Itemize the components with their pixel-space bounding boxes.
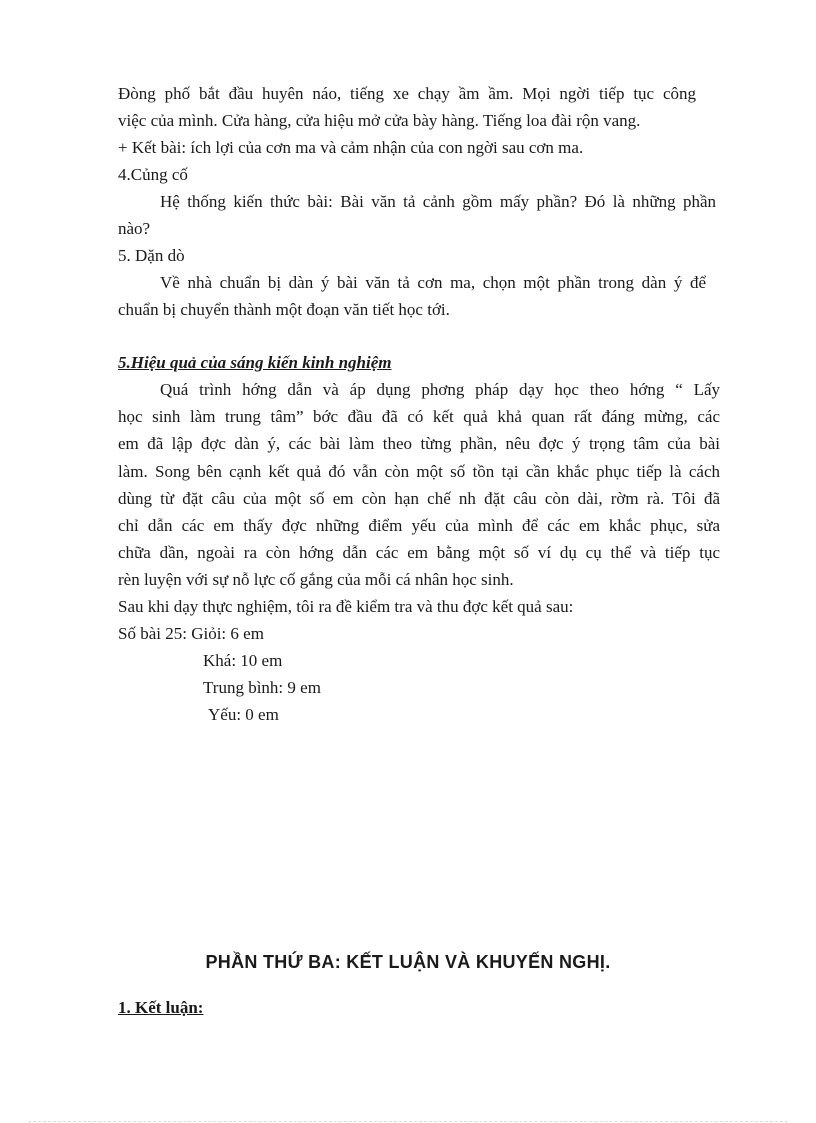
body-line: + Kết bài: ích lợi của cơn ma và cảm nhận của con ngời sau cơn ma.	[118, 138, 584, 157]
result-yeu: Yếu: 0 em	[208, 705, 279, 724]
section-heading-cung-co: 4.Củng cố	[118, 165, 188, 184]
body-line: việc của mình. Cửa hàng, cửa hiệu mở cửa bày hàng. Tiếng loa đài rộn vang.	[118, 111, 641, 130]
paragraph-line: em đã lập đợc dàn ý, các bài làm theo từng phần, nêu đợc ý trọng tâm của bài	[118, 434, 720, 453]
part-three-title: PHẦN THỨ BA: KẾT LUẬN VÀ KHUYẾN NGHỊ.	[205, 952, 611, 972]
body-line: Đòng phố bắt đầu huyên náo, tiếng xe chạy ầm ầm. Mọi ngời tiếp tục công	[118, 84, 696, 103]
paragraph-line: rèn luyện với sự nỗ lực cố gắng của mỗi cá nhân học sinh.	[118, 570, 514, 589]
paragraph-line: học sinh làm trung tâm” bớc đầu đã có kết quả khả quan rất đáng mừng, các	[118, 407, 720, 426]
paragraph-line: chữa dần, ngoài ra còn hớng dẫn các em bằng một số ví dụ cụ thể và tiếp tục	[118, 543, 720, 562]
result-trung-binh: Trung bình: 9 em	[203, 678, 321, 697]
paragraph-line: Quá trình hớng dẫn và áp dụng phơng pháp dạy học theo hớng “ Lấy	[160, 380, 720, 399]
paragraph-line: Sau khi dạy thực nghiệm, tôi ra đề kiểm tra và thu đợc kết quả sau:	[118, 597, 574, 616]
paragraph-line: dùng từ đặt câu của một số em còn hạn chế nh đặt câu còn dài, rờm rà. Tôi đã	[118, 489, 720, 508]
result-kha: Khá: 10 em	[203, 651, 283, 670]
body-line: chuẩn bị chuyển thành một đoạn văn tiết học tới.	[118, 300, 450, 319]
body-line: Về nhà chuẩn bị dàn ý bài văn tả cơn ma, chọn một phần trong dàn ý để	[160, 273, 706, 292]
conclusion-heading: 1. Kết luận:	[118, 998, 204, 1017]
paragraph-line: chỉ dẫn các em thấy đợc những điểm yếu của mình để các em khắc phục, sửa	[118, 516, 720, 535]
section-heading-dan-do: 5. Dặn dò	[118, 246, 185, 265]
result-total: Số bài 25: Giỏi: 6 em	[118, 624, 264, 643]
page-separator	[28, 1121, 788, 1122]
body-line: Hệ thống kiến thức bài: Bài văn tả cảnh gồm mấy phần? Đó là những phần	[160, 192, 716, 211]
section-5-heading: 5.Hiệu quả của sáng kiến kinh nghiệm	[118, 353, 392, 372]
paragraph-line: làm. Song bên cạnh kết quả đó vẫn còn một số tồn tại cần khắc phục tiếp là cách	[118, 462, 720, 481]
body-line: nào?	[118, 219, 151, 238]
